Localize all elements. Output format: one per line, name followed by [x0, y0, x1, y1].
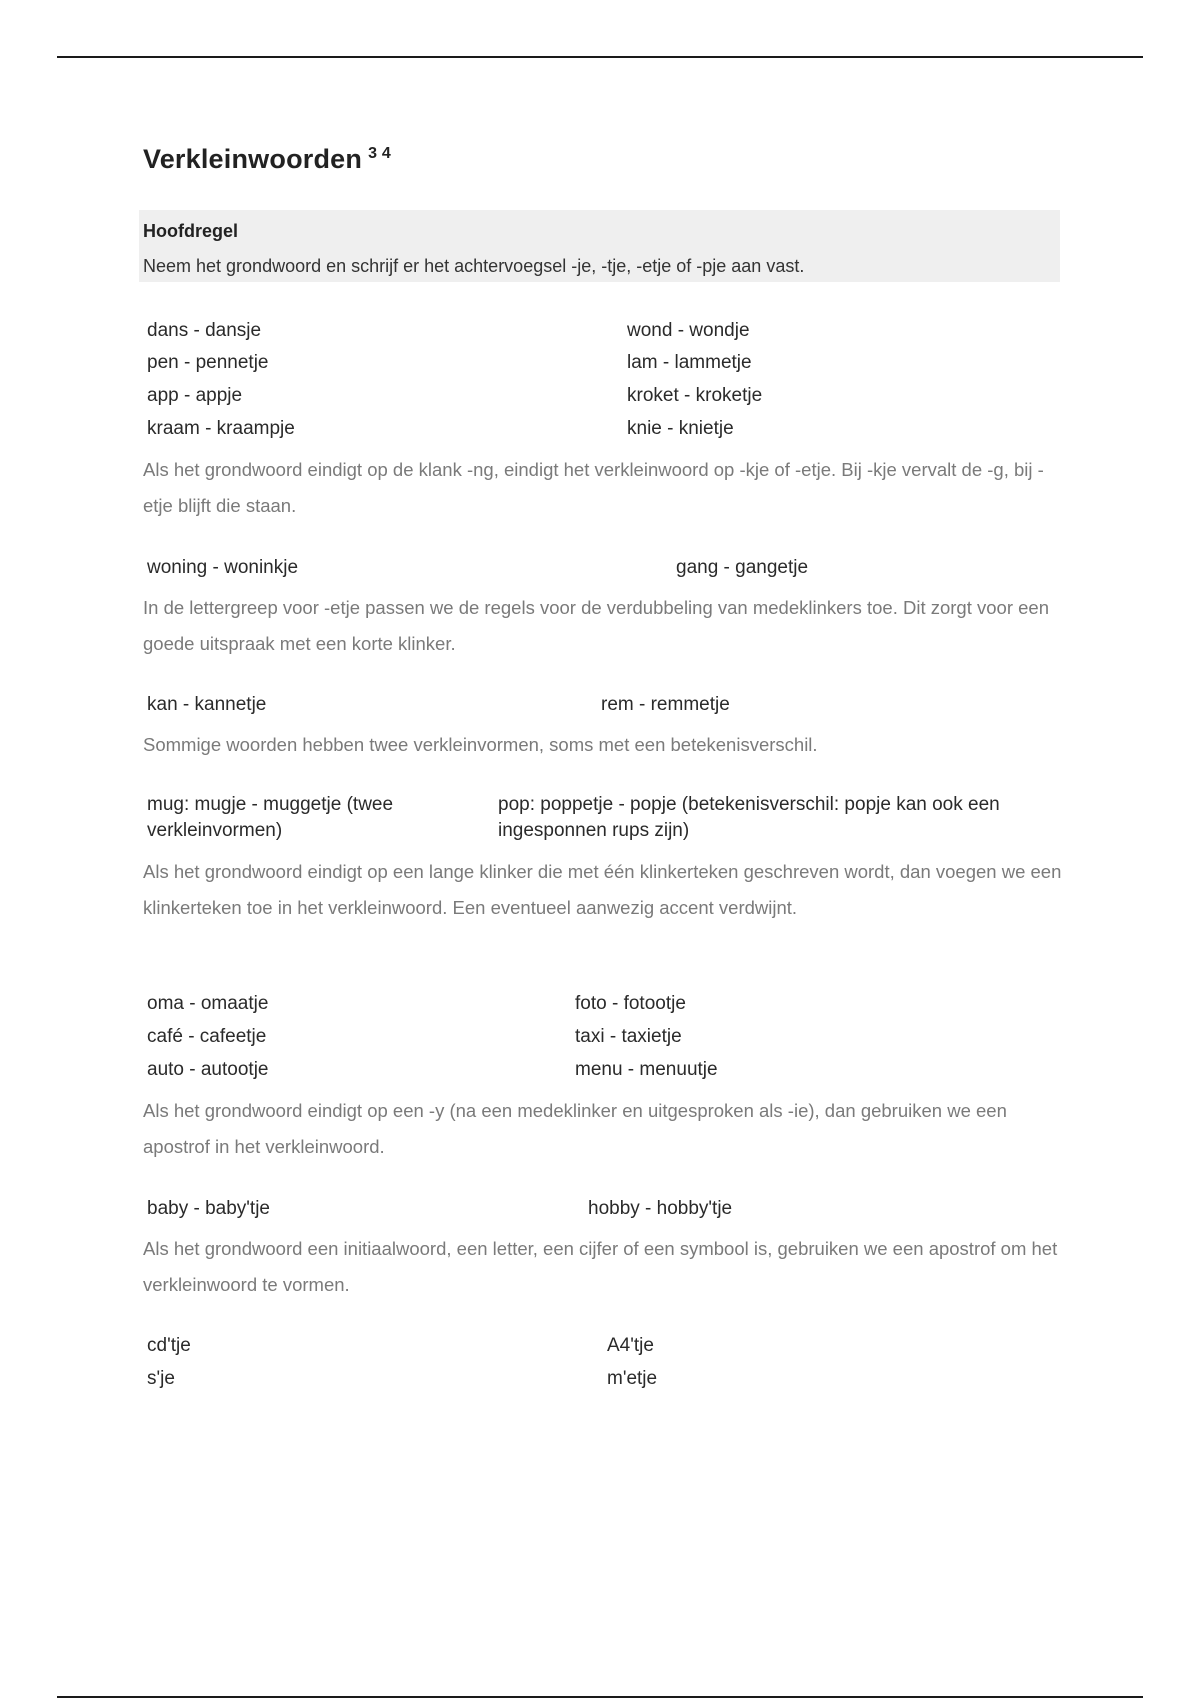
rule-paragraph: Als het grondwoord een initiaalwoord, een letter, een cijfer of een symbool is, gebruiken we een apostrof om het verkleinwoord te vormen.: [143, 1238, 1058, 1295]
example-word: café - cafeetje: [147, 1026, 267, 1047]
example-word: kraam - kraampje: [147, 418, 295, 439]
example-word: wond - wondje: [627, 320, 750, 341]
example-word: taxi - taxietje: [575, 1026, 682, 1047]
hoofdregel-box: [139, 210, 1060, 282]
example-word: lam - lammetje: [627, 352, 752, 373]
example-word: A4'tje: [607, 1335, 654, 1356]
bottom-rule: [57, 1696, 1143, 1698]
example-word: cd'tje: [147, 1335, 191, 1356]
example-word: app - appje: [147, 385, 243, 406]
example-word: pen - pennetje: [147, 352, 269, 373]
hoofdregel-text: Neem het grondwoord en schrijf er het achtervoegsel -je, -tje, -etje of -pje aan vast.: [143, 256, 805, 276]
rule-paragraph: Als het grondwoord eindigt op een -y (na een medeklinker en uitgesproken als -ie), dan gebruiken we een apostrof in het verkleinwoord.: [143, 1100, 1007, 1157]
top-rule: [57, 56, 1143, 58]
rule-paragraph: Als het grondwoord eindigt op een lange klinker die met één klinkerteken geschreven wordt, dan voegen we een klinkerteken toe in het verkleinwoord. Een eventueel aanwezig accent verdwijnt.: [143, 861, 1062, 918]
rule-paragraph: Als het grondwoord eindigt op de klank -ng, eindigt het verkleinwoord op -kje of -etje. Bij -kje vervalt de -g, bij -etje blijft die staan.: [143, 459, 1044, 516]
example-word: rem - remmetje: [601, 694, 730, 715]
rule-paragraph: In de lettergreep voor -etje passen we de regels voor de verdubbeling van medeklinkers toe. Dit zorgt voor een goede uitspraak met een korte klinker.: [143, 597, 1049, 654]
example-word: foto - fotootje: [575, 993, 686, 1014]
hoofdregel-heading: Hoofdregel: [143, 221, 239, 241]
example-word: pop: poppetje - popje (betekenisverschil: popje kan ook een ingesponnen rups zijn): [498, 794, 1000, 841]
example-word: knie - knietje: [627, 418, 734, 439]
example-word: woning - woninkje: [147, 557, 299, 578]
example-word: baby - baby'tje: [147, 1198, 270, 1219]
example-word: s'je: [147, 1368, 175, 1389]
example-word: kroket - kroketje: [627, 385, 763, 406]
example-word: menu - menuutje: [575, 1059, 718, 1080]
example-word: auto - autootje: [147, 1059, 269, 1080]
example-word: m'etje: [607, 1368, 658, 1389]
title-footnote-marks: 3 4: [368, 145, 391, 162]
example-word: mug: mugje - muggetje (twee verkleinvormen): [147, 794, 394, 841]
page-title: Verkleinwoorden $^{3 4}$: [143, 144, 391, 174]
example-word: gang - gangetje: [676, 557, 809, 578]
example-word: oma - omaatje: [147, 993, 269, 1014]
rule-paragraph: Sommige woorden hebben twee verkleinvormen, soms met een betekenisverschil.: [143, 734, 818, 755]
example-word: dans - dansje: [147, 320, 262, 341]
example-word: hobby - hobby'tje: [588, 1198, 733, 1219]
example-word: kan - kannetje: [147, 694, 267, 715]
